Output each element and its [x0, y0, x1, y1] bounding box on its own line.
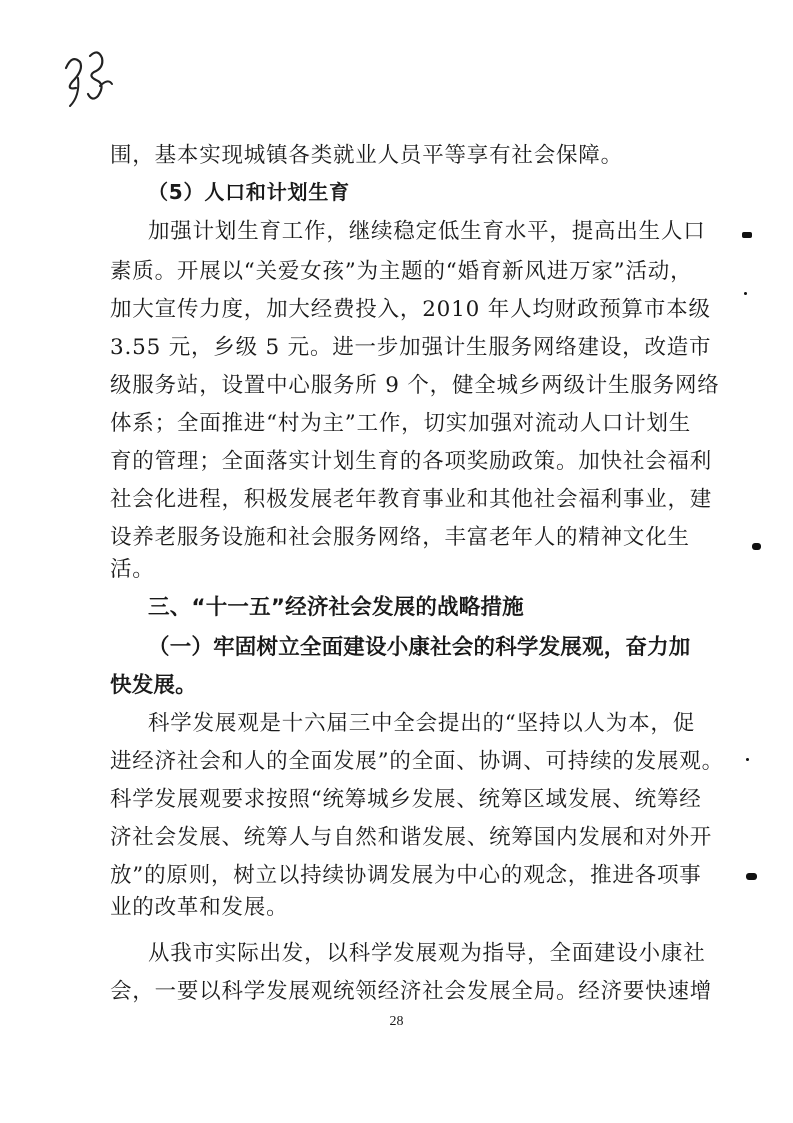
handwritten-page-number [58, 38, 128, 108]
body-text-line: 社会化进程，积极发展老年教育事业和其他社会福利事业，建 [110, 487, 713, 512]
scan-speck [746, 758, 749, 761]
body-text-line: 围，基本实现城镇各类就业人员平等享有社会保障。 [110, 143, 623, 168]
subsection-heading-continued: 快发展。 [110, 673, 197, 698]
body-text-line: 级服务站，设置中心服务所 9 个，健全城乡两级计生服务网络 [110, 373, 720, 398]
scan-speck [744, 292, 747, 295]
body-text-line: 育的管理；全面落实计划生育的各项奖励政策。加快社会福利 [110, 449, 713, 474]
body-text-line: 会，一要以科学发展观统领经济社会发展全局。经济要快速增 [110, 979, 713, 1004]
subsection-heading: （一）牢固树立全面建设小康社会的科学发展观，奋力加 [148, 635, 691, 660]
paragraph-first-line: 科学发展观是十六届三中全会提出的“坚持以人为本，促 [148, 711, 695, 736]
body-text-line: 放”的原则，树立以持续协调发展为中心的观念，推进各项事 [110, 863, 702, 888]
scan-speck [742, 232, 752, 238]
body-text-line: 科学发展观要求按照“统筹城乡发展、统筹区域发展、统筹经 [110, 787, 702, 812]
body-text-line: 活。 [110, 557, 155, 582]
body-text-line: 体系；全面推进“村为主”工作，切实加强对流动人口计划生 [110, 411, 692, 436]
paragraph-first-line: 加强计划生育工作，继续稳定低生育水平，提高出生人口 [148, 219, 706, 244]
body-text-line: 素质。开展以“关爱女孩”为主题的“婚育新风进万家”活动， [110, 259, 693, 284]
body-text-line: 设养老服务设施和社会服务网络，丰富老年人的精神文化生 [110, 525, 690, 550]
body-text-line: 加大宣传力度，加大经费投入，2010 年人均财政预算市本级 [110, 297, 711, 322]
page-number: 28 [389, 1014, 404, 1029]
chapter-heading: 三、“十一五”经济社会发展的战略措施 [148, 595, 524, 620]
section-heading: （5）人口和计划生育 [148, 180, 350, 204]
body-text-line: 业的改革和发展。 [110, 895, 289, 920]
body-text-line: 3.55 元，乡级 5 元。进一步加强计生服务网络建设，改造市 [110, 335, 712, 360]
scan-speck [752, 543, 761, 550]
body-text-line: 进经济社会和人的全面发展”的全面、协调、可持续的发展观。 [110, 749, 724, 774]
paragraph-first-line: 从我市实际出发，以科学发展观为指导，全面建设小康社 [148, 941, 706, 966]
body-text-line: 济社会发展、统筹人与自然和谐发展、统筹国内发展和对外开 [110, 825, 713, 850]
scan-speck [746, 873, 757, 880]
